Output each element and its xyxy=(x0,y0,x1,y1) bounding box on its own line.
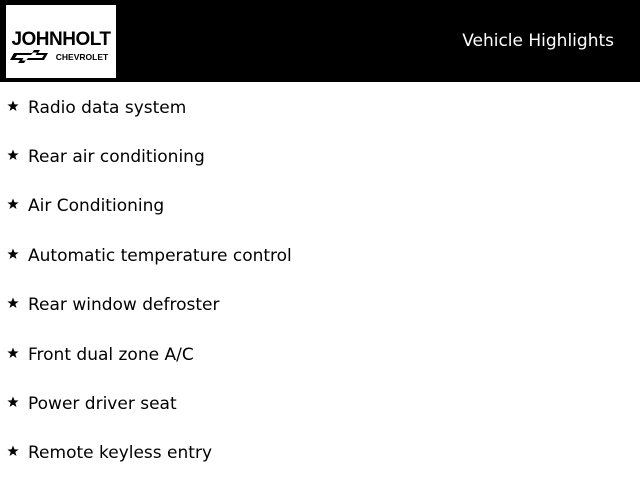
list-item-label: Remote keyless entry xyxy=(28,443,213,463)
list-item xyxy=(0,393,640,419)
list-item xyxy=(0,146,640,172)
star-icon xyxy=(7,347,19,359)
list-item xyxy=(0,442,640,468)
dealer-logo-graphic xyxy=(6,5,116,78)
list-item xyxy=(0,245,640,271)
star-icon xyxy=(7,445,19,457)
bowtie-icon xyxy=(10,50,48,63)
dealer-logo[interactable] xyxy=(6,5,116,78)
star-icon xyxy=(7,149,19,161)
list-item-label: Rear window defroster xyxy=(28,295,220,315)
list-item xyxy=(0,344,640,370)
list-item-label: Automatic temperature control xyxy=(28,246,292,266)
list-item-label: Rear air conditioning xyxy=(28,147,205,167)
star-icon xyxy=(7,100,19,112)
star-icon xyxy=(7,396,19,408)
list-item-label: Radio data system xyxy=(28,98,187,118)
list-item-label: Air Conditioning xyxy=(28,196,165,216)
logo-wordmark: JOHNHOLT xyxy=(11,29,111,50)
star-icon xyxy=(7,198,19,210)
page-title: Vehicle Highlights xyxy=(462,31,614,51)
star-icon xyxy=(7,248,19,260)
list-item xyxy=(0,294,640,320)
list-item-label: Front dual zone A/C xyxy=(28,345,194,365)
logo-brand: CHEVROLET xyxy=(55,52,109,62)
list-item xyxy=(0,97,640,123)
star-icon xyxy=(7,297,19,309)
list-item-label: Power driver seat xyxy=(28,394,177,414)
list-item xyxy=(0,195,640,221)
header-bar xyxy=(0,0,640,82)
